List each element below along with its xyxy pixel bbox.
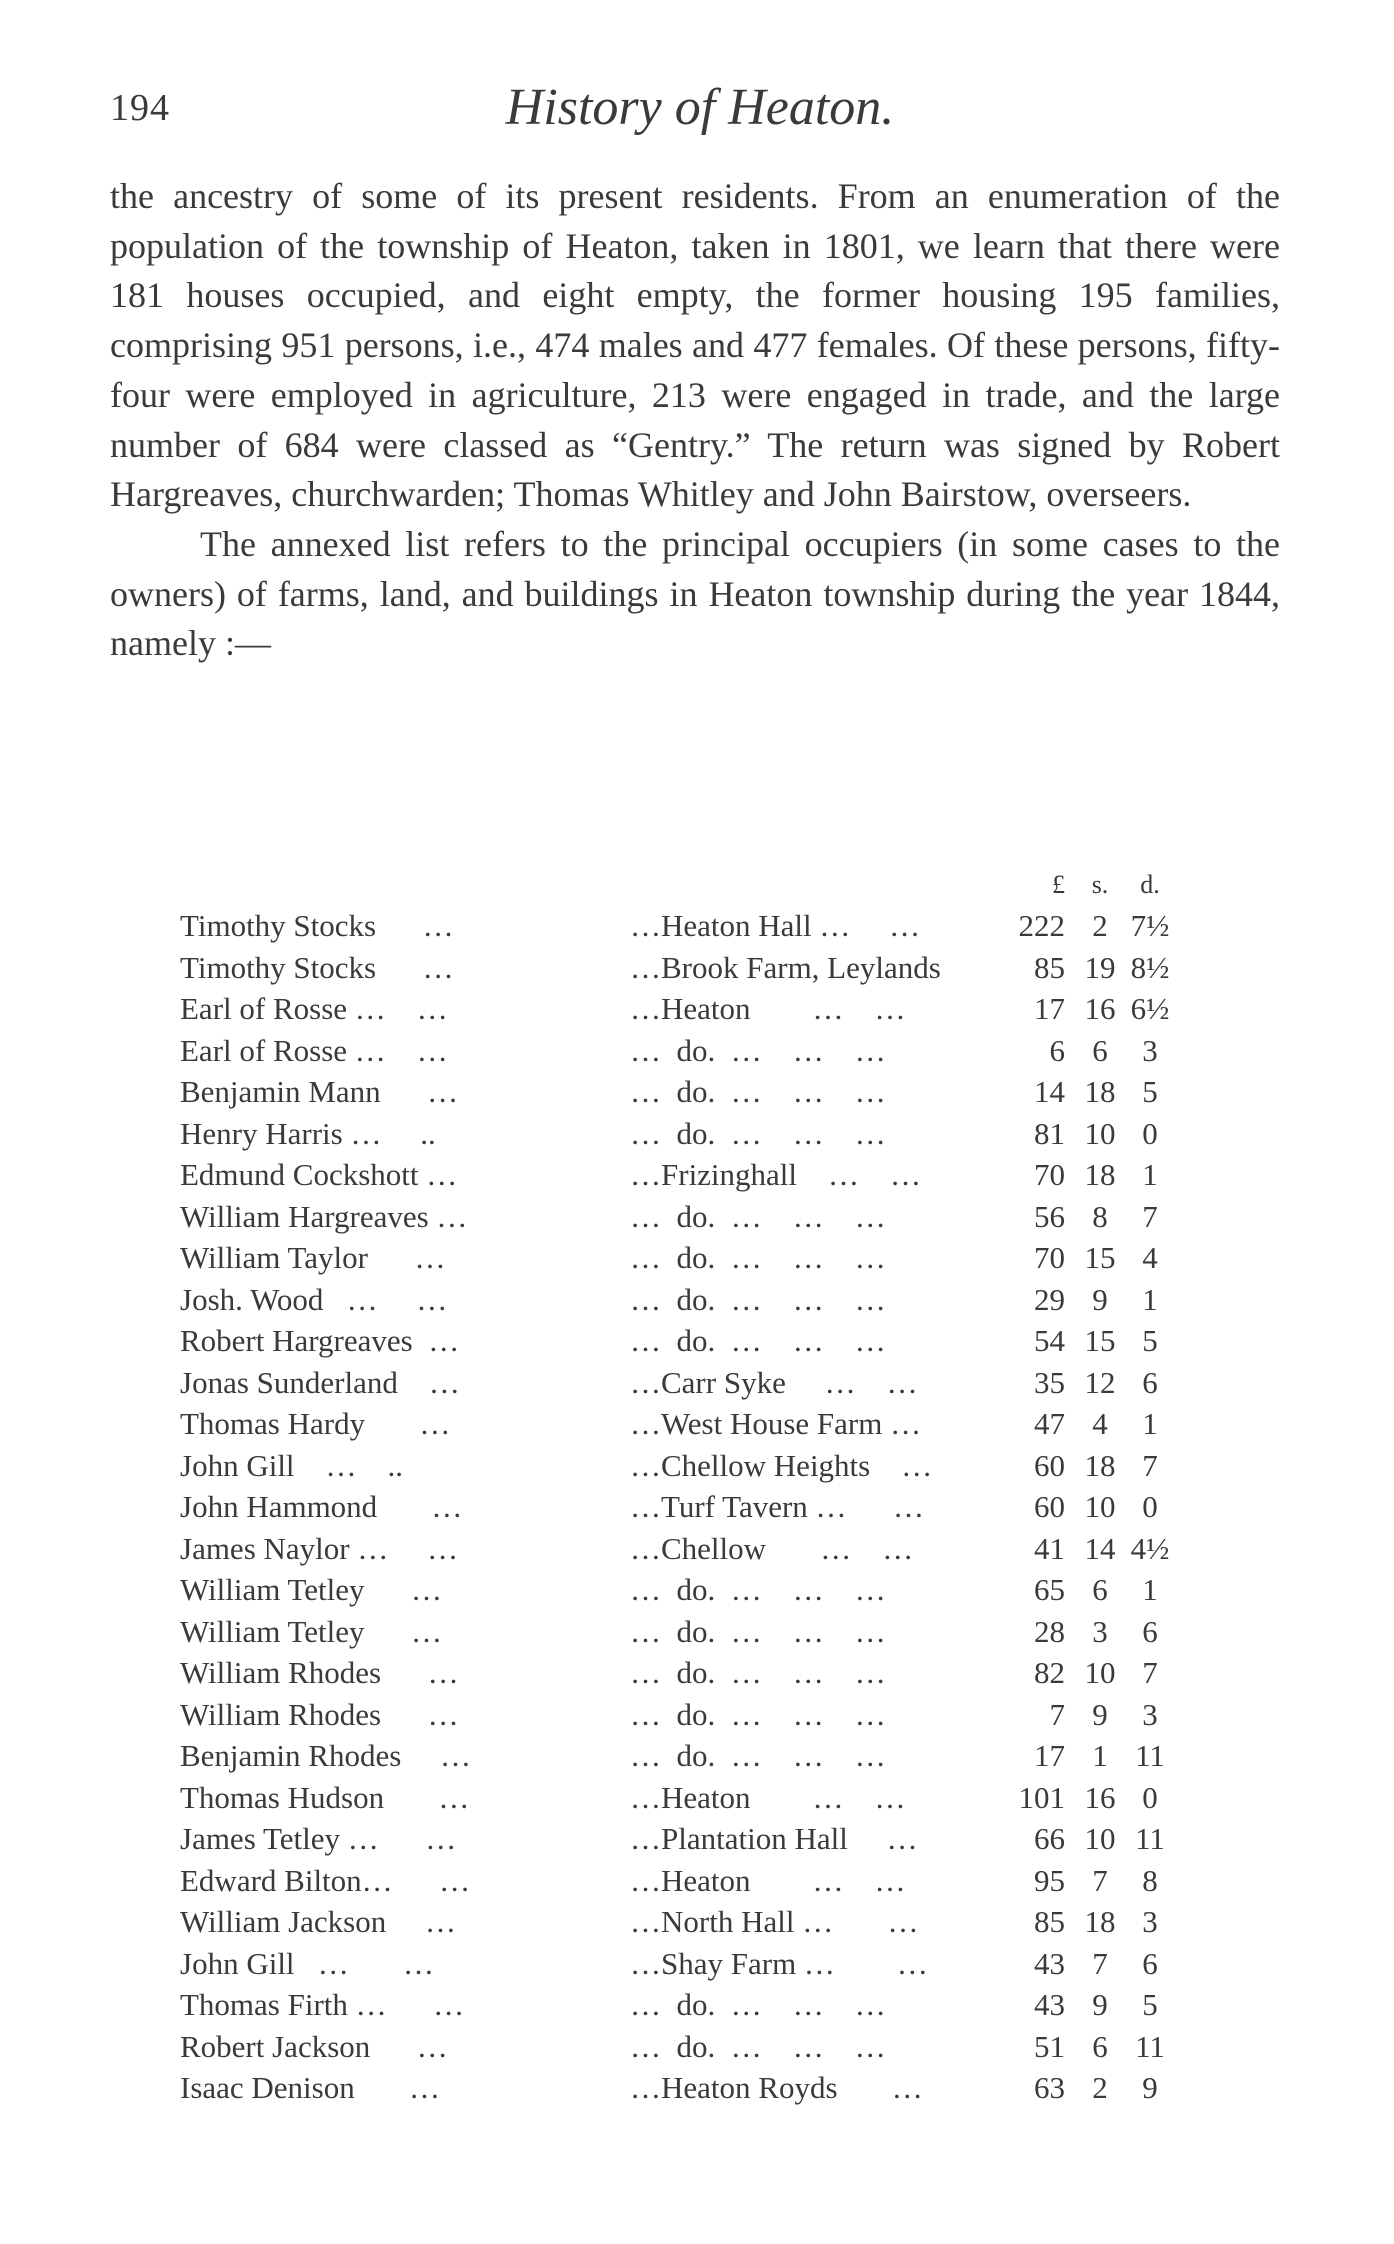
place-name: … do. … … … (630, 1281, 886, 1317)
shillings-value: 16 (1084, 1779, 1116, 1815)
place-name: … do. … … … (630, 1115, 886, 1151)
occupier-name: John Gill … … (180, 1945, 435, 1981)
pence-value: 1 (1142, 1281, 1158, 1317)
place-name: … do. … … … (630, 1198, 886, 1234)
pence-header: d. (1140, 870, 1160, 899)
pounds-value: 95 (1034, 1862, 1065, 1898)
table-row (180, 991, 1240, 1033)
occupier-name: Thomas Hudson … (180, 1779, 470, 1815)
shillings-value: 9 (1092, 1987, 1108, 2022)
occupier-name: Benjamin Rhodes … (180, 1738, 472, 1773)
pounds-value: 60 (1034, 1489, 1065, 1524)
place-name: …Brook Farm, Leylands (630, 949, 941, 985)
pence-value: 5 (1142, 1323, 1158, 1358)
pence-value: 4 (1142, 1240, 1158, 1275)
pence-value: 3 (1142, 1904, 1158, 1939)
pounds-value: 56 (1034, 1198, 1065, 1234)
table-row (180, 1074, 1240, 1116)
table-row (180, 1448, 1240, 1490)
shillings-value: 6 (1092, 1572, 1108, 1607)
pence-value: 11 (1135, 2028, 1165, 2064)
place-name: …Frizinghall … … (630, 1157, 922, 1192)
place-name: …Heaton … … (630, 991, 906, 1026)
pence-value: 8½ (1130, 949, 1170, 985)
occupier-name: Thomas Hardy … (180, 1406, 451, 1441)
occupier-name: William Jackson … (180, 1904, 456, 1939)
shillings-value: 18 (1084, 1447, 1116, 1483)
occupier-name: Robert Hargreaves … (180, 1323, 460, 1358)
pounds-value: 81 (1034, 1115, 1065, 1151)
shillings-value: 7 (1092, 1862, 1108, 1898)
place-name: … do. … … … (630, 1738, 886, 1773)
table-row (180, 1614, 1240, 1656)
shillings-header: s. (1091, 870, 1109, 899)
pence-value: 8 (1142, 1862, 1158, 1898)
place-name: … do. … … … (630, 1323, 886, 1358)
shillings-value: 10 (1084, 1489, 1116, 1524)
occupier-name: Isaac Denison … (180, 2070, 440, 2105)
table-row (180, 1863, 1240, 1905)
page-header (110, 78, 1290, 138)
table-row (180, 1655, 1240, 1697)
pounds-value: 35 (1034, 1364, 1065, 1400)
occupier-name: James Naylor … … (180, 1530, 459, 1566)
place-name: … do. … … … (630, 1987, 886, 2022)
occupier-name: William Taylor … (180, 1240, 446, 1275)
pounds-value: 43 (1034, 1945, 1065, 1981)
table-row (180, 950, 1240, 992)
pence-value: 11 (1135, 1821, 1165, 1856)
pounds-value: 101 (1018, 1779, 1065, 1815)
occupier-name: Timothy Stocks … (180, 908, 454, 943)
pence-value: 6 (1142, 1613, 1158, 1649)
pence-value: 6 (1142, 1945, 1158, 1981)
place-name: …Plantation Hall … (630, 1821, 918, 1856)
pence-value: 0 (1142, 1779, 1158, 1815)
table-row (180, 1489, 1240, 1531)
shillings-value: 8 (1092, 1198, 1108, 1234)
shillings-value: 19 (1084, 949, 1116, 985)
place-name: …North Hall … … (630, 1904, 919, 1939)
pence-value: 7 (1142, 1655, 1158, 1690)
pounds-value: 85 (1034, 1904, 1065, 1939)
pounds-header: £ (1052, 870, 1065, 899)
pounds-value: 47 (1034, 1406, 1065, 1441)
occupier-name: Henry Harris … .. (180, 1115, 436, 1151)
shillings-value: 9 (1092, 1281, 1108, 1317)
table-row (180, 1780, 1240, 1822)
table-row (180, 2070, 1240, 2112)
place-name: … do. … … … (630, 1613, 886, 1649)
place-name: … do. … … … (630, 1032, 886, 1068)
shillings-value: 14 (1084, 1530, 1116, 1566)
table-row (180, 1987, 1240, 2029)
shillings-value: 18 (1084, 1904, 1116, 1939)
shillings-value: 15 (1084, 1240, 1116, 1275)
table-row (180, 1904, 1240, 1946)
pence-value: 1 (1142, 1406, 1158, 1441)
shillings-value: 18 (1084, 1157, 1116, 1192)
table-header (180, 870, 1240, 908)
table-row (180, 2029, 1240, 2071)
shillings-value: 10 (1084, 1115, 1116, 1151)
shillings-value: 10 (1084, 1655, 1116, 1690)
table-row (180, 1697, 1240, 1739)
occupier-name: Earl of Rosse … … (180, 1032, 448, 1068)
running-title: History of Heaton. (505, 79, 895, 136)
pence-value: 1 (1142, 1157, 1158, 1192)
table-row (180, 1240, 1240, 1282)
place-name: …West House Farm … (630, 1406, 922, 1441)
occupier-name: William Tetley … (180, 1572, 443, 1607)
table-row (180, 1821, 1240, 1863)
table-row (180, 1365, 1240, 1407)
place-name: …Heaton Royds … (630, 2070, 923, 2105)
occupier-name: Timothy Stocks … (180, 949, 454, 985)
occupier-name: Benjamin Mann … (180, 1074, 459, 1109)
occupier-name: John Gill … .. (180, 1447, 404, 1483)
place-name: …Heaton … … (630, 1862, 906, 1898)
body-text (110, 172, 1280, 669)
shillings-value: 18 (1084, 1074, 1116, 1109)
table-row (180, 1738, 1240, 1780)
table-row (180, 1199, 1240, 1241)
occupier-name: James Tetley … … (180, 1821, 457, 1856)
place-name: …Heaton Hall … … (630, 908, 921, 943)
table-row (180, 1946, 1240, 1988)
place-name: … do. … … … (630, 1696, 886, 1732)
shillings-value: 15 (1084, 1323, 1116, 1358)
shillings-value: 9 (1092, 1696, 1108, 1732)
shillings-value: 4 (1092, 1406, 1108, 1441)
pence-value: 3 (1142, 1032, 1158, 1068)
page-number: 194 (110, 87, 170, 129)
pounds-value: 70 (1034, 1157, 1065, 1192)
occupier-name: Jonas Sunderland … (180, 1364, 460, 1400)
pence-value: 0 (1142, 1115, 1158, 1151)
pounds-value: 60 (1034, 1447, 1065, 1483)
pounds-value: 17 (1034, 1738, 1065, 1773)
occupier-name: Thomas Firth … … (180, 1987, 465, 2022)
table-row (180, 1406, 1240, 1448)
table-row (180, 1157, 1240, 1199)
table-row (180, 1572, 1240, 1614)
table-row (180, 1033, 1240, 1075)
place-name: …Shay Farm … … (630, 1945, 928, 1981)
place-name: …Heaton … … (630, 1779, 906, 1815)
shillings-value: 12 (1084, 1364, 1116, 1400)
occupier-name: William Hargreaves … (180, 1198, 468, 1234)
pence-value: 7 (1142, 1447, 1158, 1483)
pence-value: 7½ (1130, 908, 1170, 943)
occupier-name: Josh. Wood … … (180, 1281, 448, 1317)
shillings-value: 6 (1092, 2028, 1108, 2064)
pence-value: 3 (1142, 1696, 1158, 1732)
pounds-value: 6 (1049, 1032, 1065, 1068)
occupiers-table (180, 870, 1240, 2112)
place-name: … do. … … … (630, 1240, 886, 1275)
shillings-value: 1 (1092, 1738, 1108, 1773)
occupier-name: Edward Bilton… … (180, 1862, 471, 1898)
shillings-value: 2 (1092, 908, 1108, 943)
pence-value: 5 (1142, 1987, 1158, 2022)
table-row (180, 1116, 1240, 1158)
place-name: …Chellow … … (630, 1530, 914, 1566)
pounds-value: 82 (1034, 1655, 1065, 1690)
pounds-value: 43 (1034, 1987, 1065, 2022)
place-name: … do. … … … (630, 1655, 886, 1690)
place-name: …Carr Syke … … (630, 1364, 918, 1400)
pounds-value: 70 (1034, 1240, 1065, 1275)
pence-value: 1 (1142, 1572, 1158, 1607)
place-name: … do. … … … (630, 1074, 886, 1109)
occupier-name: Earl of Rosse … … (180, 991, 448, 1026)
pounds-value: 14 (1034, 1074, 1065, 1109)
shillings-value: 6 (1092, 1032, 1108, 1068)
table-row (180, 1531, 1240, 1573)
pounds-value: 17 (1034, 991, 1065, 1026)
pence-value: 7 (1142, 1198, 1158, 1234)
shillings-value: 2 (1092, 2070, 1108, 2105)
place-name: … do. … … … (630, 2028, 886, 2064)
place-name: … do. … … … (630, 1572, 886, 1607)
pounds-value: 29 (1034, 1281, 1065, 1317)
occupier-name: William Tetley … (180, 1613, 443, 1649)
pounds-value: 28 (1034, 1613, 1065, 1649)
pounds-value: 54 (1034, 1323, 1065, 1358)
occupier-name: William Rhodes … (180, 1696, 459, 1732)
occupier-name: Robert Jackson … (180, 2028, 448, 2064)
pounds-value: 7 (1049, 1696, 1065, 1732)
shillings-value: 10 (1084, 1821, 1116, 1856)
pounds-value: 222 (1018, 908, 1065, 943)
pence-value: 6 (1142, 1364, 1158, 1400)
pounds-value: 41 (1034, 1530, 1065, 1566)
pence-value: 11 (1135, 1738, 1165, 1773)
pence-value: 0 (1142, 1489, 1158, 1524)
pounds-value: 85 (1034, 949, 1065, 985)
paragraph: The annexed list refers to the principal occupiers (in some cases to the owners) of farms, land, and buildings in Heaton township during the year 1844, namely :— (110, 523, 1280, 664)
pence-value: 6½ (1130, 991, 1170, 1026)
paragraph: the ancestry of some of its present residents. From an enumeration of the population of the township of Heaton, taken in 1801, we learn that there were 181 houses occupied, and eight empty, the former housing 195 families, comprising 951 persons, i.e., 474 males and 477 females. Of these persons, fifty-four were employed in agriculture, 213 were engaged in trade, and the large number of 684 were classed as “Gentry.” The return was signed by Robert Hargreaves, churchwarden; Thomas Whitley and John Bairstow, overseers. (110, 176, 1280, 515)
pence-value: 4½ (1130, 1530, 1170, 1566)
place-name: …Chellow Heights … (630, 1447, 933, 1483)
place-name: …Turf Tavern … … (630, 1489, 925, 1524)
pounds-value: 63 (1034, 2070, 1065, 2105)
occupier-name: John Hammond … (180, 1489, 463, 1524)
pence-value: 9 (1142, 2070, 1158, 2105)
table-row (180, 1282, 1240, 1324)
pounds-value: 51 (1034, 2028, 1065, 2064)
shillings-value: 7 (1092, 1945, 1108, 1981)
table-row (180, 1323, 1240, 1365)
shillings-value: 16 (1084, 991, 1116, 1026)
shillings-value: 3 (1092, 1613, 1108, 1649)
table-row (180, 908, 1240, 950)
pounds-value: 66 (1034, 1821, 1065, 1856)
pence-value: 5 (1142, 1074, 1158, 1109)
occupier-name: Edmund Cockshott … (180, 1157, 458, 1192)
occupier-name: William Rhodes … (180, 1655, 459, 1690)
pounds-value: 65 (1034, 1572, 1065, 1607)
